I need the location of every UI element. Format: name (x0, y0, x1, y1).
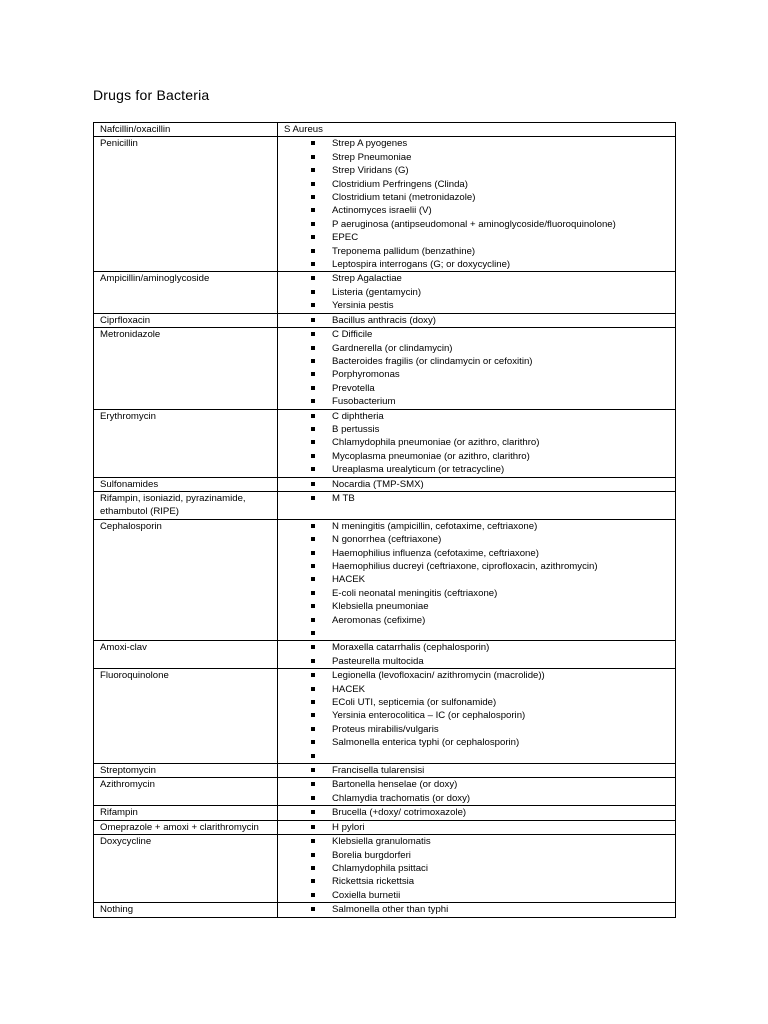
drug-cell: Cephalosporin (94, 519, 278, 641)
list-item (284, 669, 670, 682)
list-item (284, 849, 670, 862)
bacteria-name: Fusobacterium (332, 396, 396, 408)
table-row (94, 669, 676, 764)
bacteria-list (284, 903, 670, 916)
bacteria-cell (278, 272, 676, 313)
list-item (284, 368, 670, 381)
list-item (284, 231, 670, 244)
table-row (94, 903, 676, 917)
list-item (284, 903, 670, 916)
bacteria-list (284, 778, 670, 805)
bacteria-list (284, 669, 670, 763)
square-bullet-icon (311, 332, 315, 336)
square-bullet-icon (311, 262, 315, 266)
bacteria-name: Ureaplasma urealyticum (or tetracycline) (332, 464, 505, 476)
bacteria-name: Proteus mirabilis/vulgaris (332, 723, 439, 735)
table-row (94, 491, 676, 519)
table-row (94, 123, 676, 137)
drug-cell: Metronidazole (94, 328, 278, 409)
bacteria-name: Nocardia (TMP-SMX) (332, 478, 424, 490)
square-bullet-icon (311, 141, 315, 145)
list-item (284, 736, 670, 749)
bacteria-name: Treponema pallidum (benzathine) (332, 245, 476, 257)
list-item (284, 696, 670, 709)
drug-cell: Erythromycin (94, 409, 278, 477)
bacteria-name: Francisella tularensisi (332, 765, 425, 777)
bacteria-cell (278, 835, 676, 903)
square-bullet-icon (311, 346, 315, 350)
list-item (284, 382, 670, 395)
drug-cell: Omeprazole + amoxi + clarithromycin (94, 820, 278, 834)
list-item (284, 178, 670, 191)
list-item (284, 889, 670, 902)
list-item (284, 478, 670, 491)
square-bullet-icon (311, 631, 315, 635)
square-bullet-icon (311, 208, 315, 212)
list-item (284, 492, 670, 505)
list-item (284, 191, 670, 204)
bacteria-cell (278, 123, 676, 137)
bacteria-name: M TB (332, 492, 355, 504)
bacteria-name: E-coli neonatal meningitis (ceftriaxone) (332, 587, 498, 599)
square-bullet-icon (311, 853, 315, 857)
bacteria-name: Salmonella enterica typhi (or cephalosporin) (332, 737, 520, 749)
list-item (284, 573, 670, 586)
bacteria-name: Yersinia enterocolitica – IC (or cephalosporin) (332, 710, 526, 722)
square-bullet-icon (311, 440, 315, 444)
square-bullet-icon (311, 866, 315, 870)
square-bullet-icon (311, 290, 315, 294)
list-item (284, 806, 670, 819)
square-bullet-icon (311, 386, 315, 390)
list-item (284, 533, 670, 546)
table-row (94, 477, 676, 491)
bacteria-list (284, 410, 670, 477)
square-bullet-icon (311, 235, 315, 239)
bacteria-name: Pasteurella multocida (332, 655, 424, 667)
list-item (284, 627, 670, 640)
list-item (284, 151, 670, 164)
table-row (94, 764, 676, 778)
bacteria-name: Yersinia pestis (332, 300, 394, 312)
bacteria-name: Strep Viridans (G) (332, 165, 409, 177)
square-bullet-icon (311, 796, 315, 800)
bacteria-list (284, 641, 670, 668)
bacteria-name: Haemophilius ducreyi (ceftriaxone, ciprofloxacin, azithromycin) (332, 561, 598, 572)
table-row (94, 806, 676, 820)
table-row (94, 835, 676, 903)
bacteria-name: Listeria (gentamycin) (332, 286, 422, 298)
square-bullet-icon (311, 727, 315, 731)
square-bullet-icon (311, 155, 315, 159)
bacteria-cell (278, 778, 676, 806)
square-bullet-icon (311, 810, 315, 814)
list-item (284, 587, 670, 600)
drug-cell: Rifampin (94, 806, 278, 820)
bacteria-name: H pylori (332, 821, 365, 833)
square-bullet-icon (311, 537, 315, 541)
square-bullet-icon (311, 399, 315, 403)
bacteria-name: Salmonella other than typhi (332, 904, 449, 916)
square-bullet-icon (311, 700, 315, 704)
bacteria-list (284, 272, 670, 312)
bacteria-cell (278, 313, 676, 327)
table-row (94, 272, 676, 313)
square-bullet-icon (311, 782, 315, 786)
list-item (284, 821, 670, 834)
list-item (284, 875, 670, 888)
bacteria-cell (278, 820, 676, 834)
bacteria-cell (278, 137, 676, 272)
list-item (284, 750, 670, 763)
list-item (284, 600, 670, 613)
bacteria-name: N meningitis (ampicillin, cefotaxime, ceftriaxone) (332, 520, 538, 532)
list-item (284, 614, 670, 627)
bacteria-cell (278, 903, 676, 917)
list-item (284, 218, 670, 231)
square-bullet-icon (311, 303, 315, 307)
bacteria-name: Bacillus anthracis (doxy) (332, 314, 436, 326)
bacteria-name: Strep A pyogenes (332, 138, 408, 150)
bacteria-name: Aeromonas (cefixime) (332, 614, 426, 626)
bacteria-list (284, 137, 670, 271)
bacteria-text: S Aureus (284, 124, 323, 135)
bacteria-name: Klebsiella pneumoniae (332, 601, 429, 613)
bacteria-name: P aeruginosa (antipseudomonal + aminoglycoside/fluoroquinolone) (332, 218, 616, 230)
square-bullet-icon (311, 454, 315, 458)
list-item (284, 520, 670, 533)
bacteria-name: Strep Pneumoniae (332, 151, 412, 163)
square-bullet-icon (311, 249, 315, 253)
square-bullet-icon (311, 414, 315, 418)
bacteria-cell (278, 519, 676, 641)
drug-cell: Sulfonamides (94, 477, 278, 491)
bacteria-cell (278, 641, 676, 669)
bacteria-cell (278, 477, 676, 491)
bacteria-name: Haemophilius influenza (cefotaxime, ceftriaxone) (332, 547, 539, 559)
list-item (284, 245, 670, 258)
list-item (284, 355, 670, 368)
drug-cell: Fluoroquinolone (94, 669, 278, 764)
list-item (284, 709, 670, 722)
list-item (284, 164, 670, 177)
list-item (284, 204, 670, 217)
list-item (284, 547, 670, 560)
square-bullet-icon (311, 713, 315, 717)
list-item (284, 137, 670, 150)
square-bullet-icon (311, 591, 315, 595)
square-bullet-icon (311, 222, 315, 226)
drug-cell: Ciprfloxacin (94, 313, 278, 327)
bacteria-name: C Difficile (332, 329, 373, 341)
bacteria-name: Clostridium Perfringens (Clinda) (332, 178, 468, 190)
square-bullet-icon (311, 372, 315, 376)
table-body (94, 123, 676, 918)
square-bullet-icon (311, 359, 315, 363)
list-item (284, 258, 670, 271)
bacteria-name: Mycoplasma pneumoniae (or azithro, clarithro) (332, 450, 530, 462)
table-row (94, 778, 676, 806)
bacteria-name: Rickettsia rickettsia (332, 876, 415, 888)
bacteria-name: Bartonella henselae (or doxy) (332, 779, 458, 791)
bacteria-name: Coxiella burnetii (332, 889, 401, 901)
list-item (284, 560, 670, 573)
square-bullet-icon (311, 687, 315, 691)
bacteria-list (284, 328, 670, 408)
square-bullet-icon (311, 754, 315, 758)
drug-cell: Azithromycin (94, 778, 278, 806)
bacteria-name: N gonorrhea (ceftriaxone) (332, 534, 442, 546)
square-bullet-icon (311, 825, 315, 829)
bacteria-name: EColi UTI, septicemia (or sulfonamide) (332, 697, 497, 709)
list-item (284, 410, 670, 423)
list-item (284, 286, 670, 299)
bacteria-cell (278, 764, 676, 778)
square-bullet-icon (311, 577, 315, 581)
bacteria-cell (278, 669, 676, 764)
square-bullet-icon (311, 195, 315, 199)
list-item (284, 314, 670, 327)
drug-cell: Doxycycline (94, 835, 278, 903)
square-bullet-icon (311, 482, 315, 486)
list-item (284, 835, 670, 848)
bacteria-list (284, 478, 670, 491)
table-row (94, 313, 676, 327)
list-item (284, 342, 670, 355)
list-item (284, 450, 670, 463)
list-item (284, 683, 670, 696)
bacteria-name: HACEK (332, 683, 366, 695)
square-bullet-icon (311, 467, 315, 471)
bacteria-name: C diphtheria (332, 410, 384, 422)
drug-cell: Penicillin (94, 137, 278, 272)
square-bullet-icon (311, 276, 315, 280)
list-item (284, 764, 670, 777)
list-item (284, 778, 670, 791)
bacteria-list (284, 314, 670, 327)
square-bullet-icon (311, 496, 315, 500)
square-bullet-icon (311, 427, 315, 431)
list-item (284, 641, 670, 654)
table-row (94, 641, 676, 669)
drug-cell: Rifampin, isoniazid, pyrazinamide, ethambutol (RIPE) (94, 491, 278, 519)
drug-cell: Ampicillin/aminoglycoside (94, 272, 278, 313)
square-bullet-icon (311, 768, 315, 772)
square-bullet-icon (311, 318, 315, 322)
bacteria-name: Prevotella (332, 382, 375, 394)
table-row (94, 519, 676, 641)
square-bullet-icon (311, 673, 315, 677)
bacteria-cell (278, 409, 676, 477)
table-row (94, 409, 676, 477)
bacteria-name: Actinomyces israelii (V) (332, 205, 432, 217)
bacteria-list (284, 806, 670, 819)
bacteria-cell (278, 491, 676, 519)
square-bullet-icon (311, 879, 315, 883)
square-bullet-icon (311, 524, 315, 528)
bacteria-name: Chlamydia trachomatis (or doxy) (332, 792, 471, 804)
list-item (284, 328, 670, 341)
square-bullet-icon (311, 907, 315, 911)
bacteria-name: Gardnerella (or clindamycin) (332, 342, 453, 354)
drug-table (93, 122, 676, 918)
bacteria-name: Clostridium tetani (metronidazole) (332, 192, 476, 204)
bacteria-list (284, 764, 670, 777)
square-bullet-icon (311, 604, 315, 608)
square-bullet-icon (311, 839, 315, 843)
list-item (284, 723, 670, 736)
table-row (94, 820, 676, 834)
list-item (284, 463, 670, 476)
bacteria-name: EPEC (332, 232, 359, 244)
bacteria-name: Klebsiella granulomatis (332, 836, 431, 848)
square-bullet-icon (311, 645, 315, 649)
bacteria-name: Chlamydophila psittaci (332, 862, 428, 874)
list-item (284, 655, 670, 668)
bacteria-name: Strep Agalactiae (332, 273, 402, 285)
drug-cell: Amoxi-clav (94, 641, 278, 669)
square-bullet-icon (311, 740, 315, 744)
list-item (284, 862, 670, 875)
bacteria-name: Porphyromonas (332, 369, 400, 381)
bacteria-name: Bacteroides fragilis (or clindamycin or cefoxitin) (332, 355, 533, 367)
drug-cell: Nothing (94, 903, 278, 917)
square-bullet-icon (311, 551, 315, 555)
drug-cell: Nafcillin/oxacillin (94, 123, 278, 137)
bacteria-name: Borelia burgdorferi (332, 849, 411, 861)
bacteria-name: Legionella (levofloxacin/ azithromycin (macrolide)) (332, 670, 545, 682)
square-bullet-icon (311, 618, 315, 622)
bacteria-name: HACEK (332, 574, 366, 586)
list-item (284, 272, 670, 285)
square-bullet-icon (311, 168, 315, 172)
bacteria-list (284, 520, 670, 641)
list-item (284, 395, 670, 408)
bacteria-name: Leptospira interrogans (G; or doxycycline) (332, 259, 511, 271)
bacteria-list (284, 835, 670, 902)
bacteria-list (284, 821, 670, 834)
list-item (284, 299, 670, 312)
list-item (284, 436, 670, 449)
table-row (94, 137, 676, 272)
table-row (94, 328, 676, 409)
square-bullet-icon (311, 659, 315, 663)
bacteria-cell (278, 328, 676, 409)
square-bullet-icon (311, 893, 315, 897)
bacteria-name: Moraxella catarrhalis (cephalosporin) (332, 642, 490, 654)
bacteria-cell (278, 806, 676, 820)
bacteria-list (284, 492, 670, 505)
bacteria-name: B pertussis (332, 423, 380, 435)
list-item (284, 423, 670, 436)
page-title: Drugs for Bacteria (93, 87, 210, 103)
bacteria-name: Brucella (+doxy/ cotrimoxazole) (332, 807, 467, 819)
square-bullet-icon (311, 182, 315, 186)
bacteria-name: Chlamydophila pneumoniae (or azithro, clarithro) (332, 437, 540, 449)
list-item (284, 792, 670, 805)
square-bullet-icon (311, 564, 315, 568)
drug-cell: Streptomycin (94, 764, 278, 778)
